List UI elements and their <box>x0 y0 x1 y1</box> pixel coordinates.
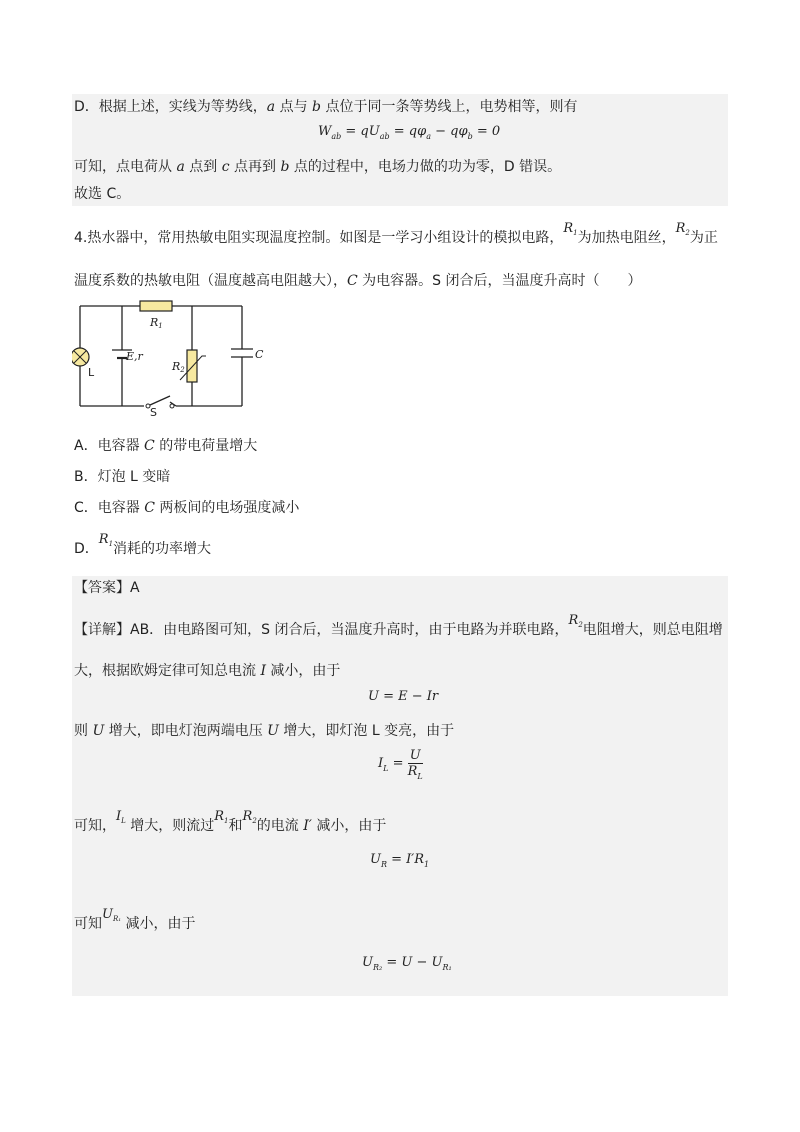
equation-work-ab: $W_{ab} = qU_{ab} = q\varphi_a - q\varphi_b = 0$ <box>318 124 501 141</box>
resistor-r1 <box>140 301 172 311</box>
label-l: L <box>88 366 95 379</box>
equation-ur: $U_R = I'R_1$ <box>370 852 430 869</box>
label-s: S <box>150 406 157 416</box>
equation-ur2: $U_{R_2} = U - U_{R_1}$ <box>362 955 452 972</box>
equation-u: U = E − Ir <box>368 689 439 704</box>
d-line2: 可知，点电荷从 a 点到 c 点再到 b 点的过程中，电场力做的功为零，D 错误。 <box>74 159 562 175</box>
option-a: A．电容器 C 的带电荷量增大 <box>74 438 258 454</box>
option-c: C．电容器 C 两板间的电场强度减小 <box>74 500 300 516</box>
label-r1: R1 <box>150 316 163 330</box>
label-r2: R2 <box>172 360 185 374</box>
label-er: E,r <box>126 350 143 363</box>
option-b: B．灯泡 L 变暗 <box>74 469 171 485</box>
question-line2: 温度系数的热敏电阻（温度越高电阻越大），C 为电容器。S 闭合后，当温度升高时（ ） <box>74 273 642 289</box>
answer-label: 【答案】A <box>74 580 140 596</box>
label-c: C <box>255 348 264 361</box>
option-d: D．$R_1$消耗的功率增大 <box>74 532 212 557</box>
d-line1: D．根据上述，实线为等势线，a 点与 b 点位于同一条等势线上，电势相等，则有 <box>74 99 578 115</box>
detail-line3: 则 U 增大，即电灯泡两端电压 U 增大，即灯泡 L 变亮，由于 <box>74 723 455 739</box>
detail-line4: 可知，$I_L$ 增大，则流过$R_1$和$R_2$的电流 I′ 减小，由于 <box>74 809 387 834</box>
detail-line2: 大，根据欧姆定律可知总电流 I 减小，由于 <box>74 663 341 679</box>
thermistor-r2 <box>187 350 197 382</box>
detail-line5: 可知$U_{R_1}$ 减小，由于 <box>74 907 196 932</box>
question-line1: 4.热水器中，常用热敏电阻实现温度控制。如图是一学习小组设计的模拟电路，$R_1$为加热电阻丝，$R_2$为正 <box>74 221 718 246</box>
d-line3: 故选 C。 <box>74 186 131 202</box>
switch-contact-right <box>170 404 174 408</box>
circuit-diagram <box>72 296 272 416</box>
equation-il: $I_L$ = $\frac{U}{R_L}$ <box>378 748 423 781</box>
detail-line1: 【详解】AB．由电路图可知，S 闭合后，当温度升高时，由于电路为并联电路，$R_2$电阻增大，则总电阻增 <box>74 613 723 638</box>
